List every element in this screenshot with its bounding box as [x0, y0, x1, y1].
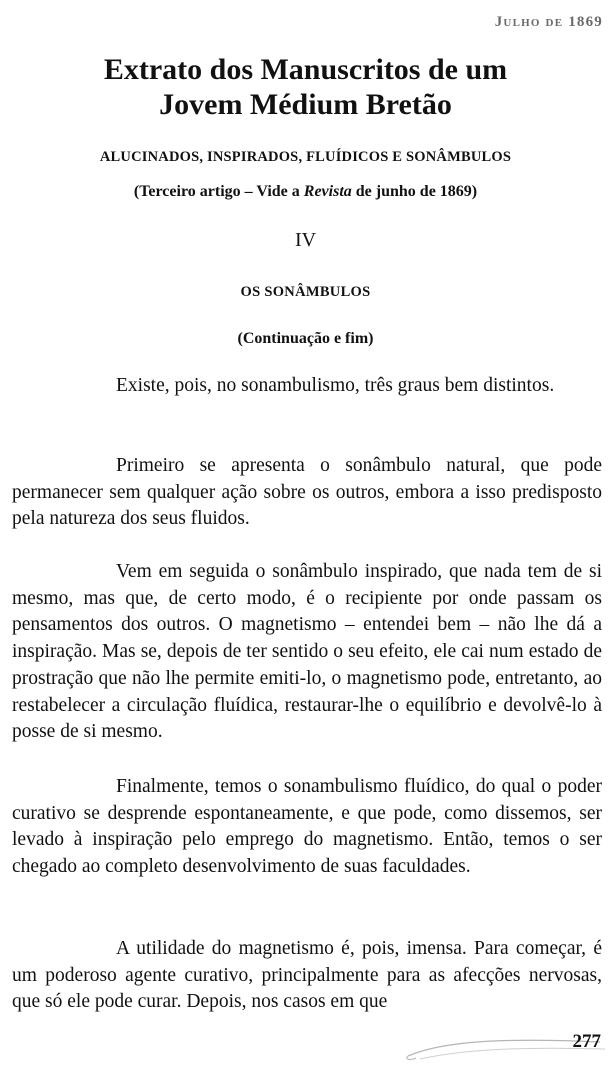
paragraph-5: A utilidade do magnetismo é, pois, imensa. Para começar, é um poderoso agente curativo, principalmente para as afecções nervosas, que só ele pode curar. Depois, nos casos em que	[12, 938, 602, 1013]
article-title-line-1: Extrato dos Manuscritos de um	[103, 53, 508, 86]
continuation-note: (Continuação e fim)	[237, 330, 374, 347]
paragraph-3: Vem em seguida o sonâmbulo inspirado, que nada tem de si mesmo, mas que, de certo modo, é o recipiente por onde passam os pensamentos dos outros. O magnetismo – entendei bem – não lhe dá a inspiração. Mas se, depois de ter sentido o seu efeito, ele cai num estado de prostração que não lhe permite emiti-lo, o magnetismo pode, entretanto, ao restabelecer a circulação fluídica, restaurar-lhe o equilíbrio e devolvê-lo à posse de si mesmo.	[12, 561, 602, 743]
article-title-line-2: Jovem Médium Bretão	[159, 88, 452, 121]
page-number: 277	[572, 1031, 601, 1052]
article-title	[0, 52, 611, 122]
running-header-date: Julho de 1869	[494, 14, 603, 30]
paragraph-4: Finalmente, temos o sonambulismo fluídico, do qual o poder curativo se desprende espontaneamente, e que pode, como dissemos, ser levado à inspiração pelo emprego do magnetismo. Então, temos o ser chegado ao completo desenvolvimento de suas faculdades.	[12, 776, 602, 878]
section-number: IV	[294, 229, 317, 251]
section-title: OS SONÂMBULOS	[240, 284, 371, 300]
article-subtitle: ALUCINADOS, INSPIRADOS, FLUÍDICOS E SONÂMBULOS	[99, 149, 512, 165]
paragraph-1: Existe, pois, no sonambulismo, três graus bem distintos.	[116, 375, 555, 396]
article-reference	[0, 183, 611, 201]
paragraph-2: Primeiro se apresenta o sonâmbulo natural, que pode permanecer sem qualquer ação sobre os outros, embora a isso predisposto pela natureza dos seus fluidos.	[12, 455, 602, 530]
reference-prefix: (Terceiro artigo – Vide a	[133, 183, 304, 200]
reference-journal-name: Revista	[303, 183, 352, 200]
reference-suffix: de junho de 1869)	[351, 183, 478, 200]
